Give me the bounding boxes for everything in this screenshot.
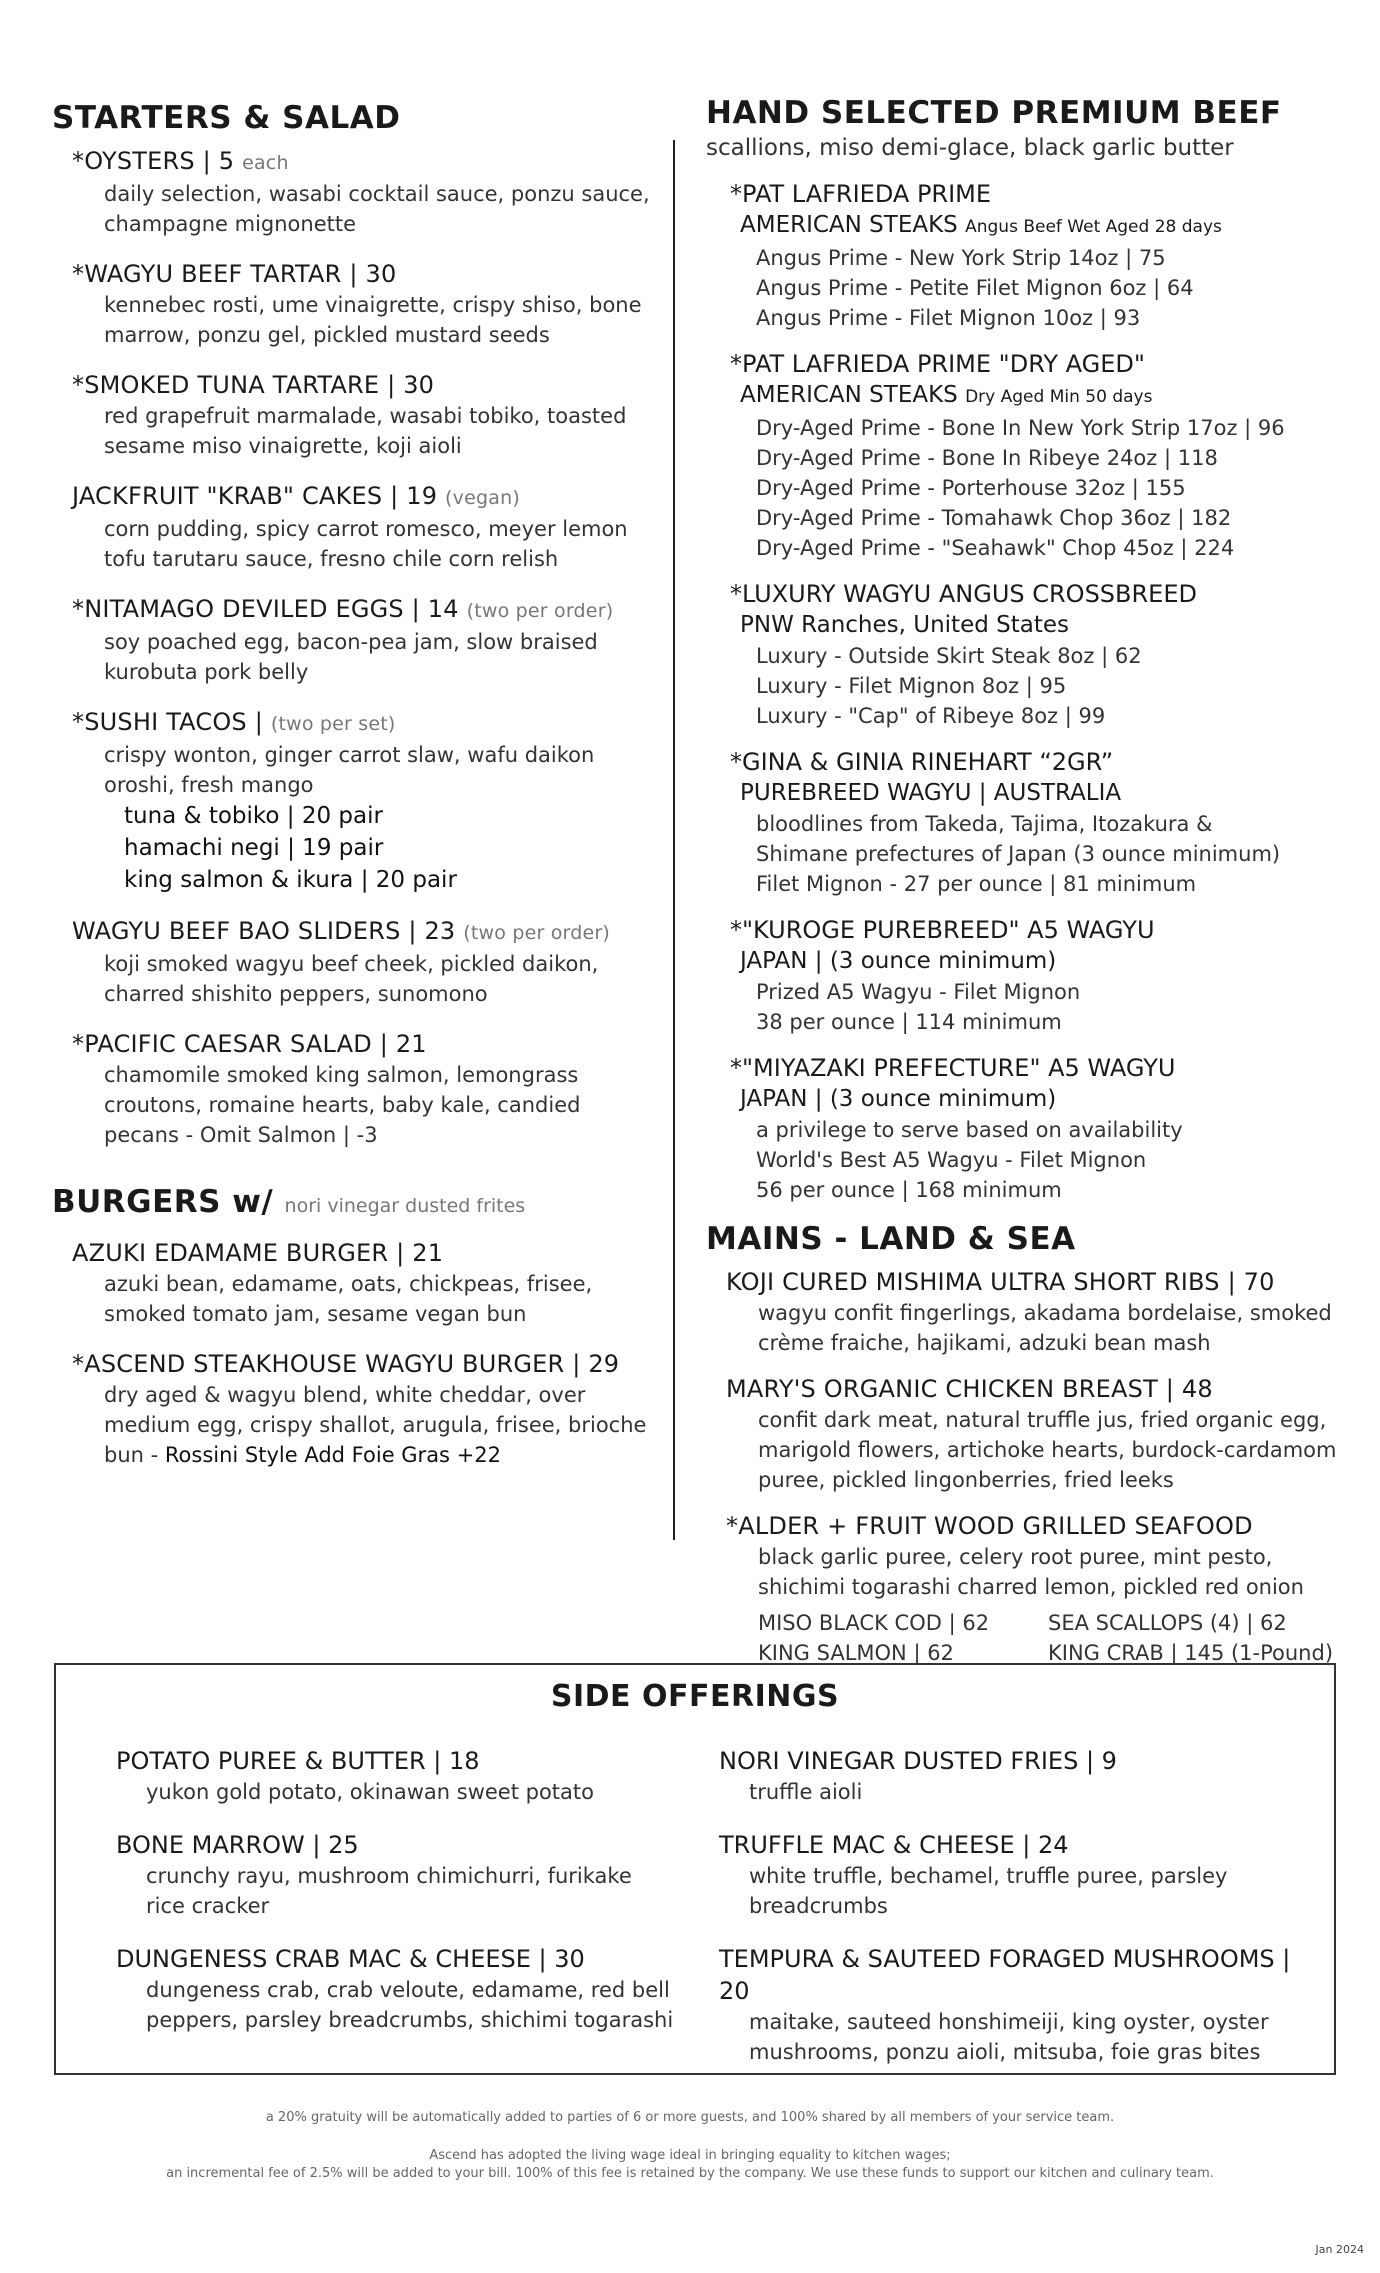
- item-name: *SUSHI TACOS |: [72, 708, 263, 736]
- item-name: *SMOKED TUNA TARTARE | 30: [72, 371, 435, 399]
- seafood-item: KING CRAB | 145 (1-Pound): [1048, 1641, 1334, 1665]
- item-description: wagyu confit fingerlings, akadama bordelaise, smoked crème fraiche, hajikami, adzuki bean mash: [758, 1301, 1332, 1355]
- beef-subtitle: scallions, miso demi-glace, black garlic butter: [706, 135, 1234, 161]
- beef-group-note: Dry Aged Min 50 days: [965, 387, 1153, 407]
- beef-cut: Prized A5 Wagyu - Filet Mignon: [756, 980, 1081, 1004]
- menu-item: [72, 259, 652, 350]
- side-name: TRUFFLE MAC & CHEESE | 24: [719, 1831, 1069, 1859]
- item-title: [72, 146, 652, 179]
- starters-title: STARTERS & SALAD: [52, 100, 401, 136]
- beef-group-subtitle-text: AMERICAN STEAKS: [740, 382, 958, 408]
- menu-item: [72, 1238, 652, 1329]
- item-description: corn pudding, spicy carrot romesco, meyer lemon tofu tarutaru sauce, fresno chile corn relish: [104, 517, 628, 571]
- side-description: maitake, sauteed honshimeiji, king oyster, oyster mushrooms, ponzu aioli, mitsuba, foie gras bites: [749, 2010, 1269, 2064]
- side-name: BONE MARROW | 25: [116, 1831, 359, 1859]
- menu-item: [726, 1267, 1366, 1358]
- beef-group-note: Angus Beef Wet Aged 28 days: [965, 217, 1222, 237]
- taco-option: hamachi negi | 19 pair: [124, 835, 384, 861]
- menu-item: [72, 1349, 652, 1470]
- beef-cut: Dry-Aged Prime - Tomahawk Chop 36oz | 182: [756, 506, 1232, 530]
- item-note: (vegan): [445, 487, 520, 509]
- beef-group-title: *GINA & GINIA RINEHART “2GR”: [730, 748, 1114, 776]
- item-title: [72, 594, 652, 627]
- side-description: white truffle, bechamel, truffle puree, parsley breadcrumbs: [749, 1864, 1228, 1918]
- item-title: [72, 370, 652, 401]
- item-addon: Rossini Style Add Foie Gras +22: [164, 1443, 501, 1467]
- beef-group-subtitle: [740, 1084, 1366, 1115]
- item-description: daily selection, wasabi cocktail sauce, ponzu sauce, champagne mignonette: [104, 182, 650, 236]
- column-divider: [673, 140, 675, 1540]
- item-description: soy poached egg, bacon-pea jam, slow braised kurobuta pork belly: [104, 630, 598, 684]
- beef-group-subtitle-text: JAPAN | (3 ounce minimum): [740, 1086, 1057, 1112]
- side-name: NORI VINEGAR DUSTED FRIES | 9: [719, 1747, 1117, 1775]
- beef-list: [706, 179, 1366, 1205]
- item-description-text: dry aged & wagyu blend, white cheddar, over medium egg, crispy shallot, arugula, frisee, brioche bun -: [104, 1383, 647, 1467]
- beef-cut: World's Best A5 Wagyu - Filet Mignon: [756, 1148, 1147, 1172]
- item-name: *OYSTERS | 5: [72, 147, 235, 175]
- menu-date: Jan 2024: [1315, 2243, 1364, 2256]
- item-note: (two per order): [463, 922, 610, 944]
- beef-group-subtitle-text: PUREBREED WAGYU | AUSTRALIA: [740, 780, 1122, 806]
- side-item: [719, 1943, 1309, 2067]
- beef-cut: Shimane prefectures of Japan (3 ounce minimum): [756, 842, 1281, 866]
- menu-item: [72, 594, 652, 687]
- side-item: [116, 1745, 676, 1807]
- beef-cut: Luxury - Filet Mignon 8oz | 95: [756, 674, 1067, 698]
- mains-list: [706, 1267, 1366, 1602]
- item-description: [104, 1380, 652, 1470]
- burgers-title: [52, 1184, 652, 1220]
- beef-cut: Luxury - Outside Skirt Steak 8oz | 62: [756, 644, 1142, 668]
- menu-item: [72, 916, 652, 1009]
- side-offerings-box: [54, 1663, 1336, 2075]
- beef-group-subtitle-text: PNW Ranches, United States: [740, 612, 1069, 638]
- item-description-text: azuki bean, edamame, oats, chickpeas, frisee, smoked tomato jam, sesame vegan bun: [104, 1272, 593, 1326]
- item-description: crispy wonton, ginger carrot slaw, wafu daikon oroshi, fresh mango: [104, 743, 595, 797]
- item-description: chamomile smoked king salmon, lemongrass croutons, romaine hearts, baby kale, candied pecans - Omit Salmon | -3: [104, 1063, 581, 1147]
- item-name: *ASCEND STEAKHOUSE WAGYU BURGER | 29: [72, 1350, 620, 1378]
- item-title: [72, 1029, 652, 1060]
- beef-group-title: *"MIYAZAKI PREFECTURE" A5 WAGYU: [730, 1054, 1176, 1082]
- menu-item: [72, 370, 652, 461]
- beef-cut: 38 per ounce | 114 minimum: [756, 1010, 1062, 1034]
- item-name: JACKFRUIT "KRAB" CAKES | 19: [72, 482, 438, 510]
- right-column: [706, 95, 1366, 1668]
- side-item: [719, 1829, 1309, 1921]
- menu-item: [72, 146, 652, 239]
- item-name: KOJI CURED MISHIMA ULTRA SHORT RIBS | 70: [726, 1268, 1275, 1296]
- menu-item: [726, 1511, 1366, 1602]
- beef-cut: 56 per ounce | 168 minimum: [756, 1178, 1062, 1202]
- beef-cut: Angus Prime - New York Strip 14oz | 75: [756, 246, 1166, 270]
- side-item: [116, 1943, 676, 2035]
- item-note: (two per order): [466, 600, 614, 622]
- beef-group-subtitle: [740, 610, 1366, 641]
- menu-item: [72, 481, 652, 574]
- item-description: confit dark meat, natural truffle jus, fried organic egg, marigold flowers, artichoke hearts, burdock-cardamom puree, pickled lingonberries, fried leeks: [758, 1408, 1337, 1492]
- beef-cut: Dry-Aged Prime - Porterhouse 32oz | 155: [756, 476, 1186, 500]
- seafood-item: SEA SCALLOPS (4) | 62: [1048, 1611, 1287, 1635]
- beef-group-subtitle: [740, 210, 1366, 243]
- wage-note-line1: Ascend has adopted the living wage ideal in bringing equality to kitchen wages;: [429, 2148, 951, 2163]
- item-note: each: [242, 152, 289, 174]
- beef-group-subtitle: [740, 946, 1366, 977]
- beef-group-title: *PAT LAFRIEDA PRIME: [730, 180, 992, 208]
- beef-group: [730, 179, 1366, 333]
- taco-option: king salmon & ikura | 20 pair: [124, 867, 457, 893]
- menu-item: [72, 1029, 652, 1150]
- beef-cut: Angus Prime - Filet Mignon 10oz | 93: [756, 306, 1141, 330]
- side-description: crunchy rayu, mushroom chimichurri, furikake rice cracker: [146, 1864, 632, 1918]
- menu-item: [726, 1374, 1366, 1495]
- starters-list: [52, 146, 652, 1150]
- beef-group-subtitle-text: AMERICAN STEAKS: [740, 212, 958, 238]
- item-name: MARY'S ORGANIC CHICKEN BREAST | 48: [726, 1375, 1213, 1403]
- beef-group: [730, 915, 1366, 1037]
- side-item: [719, 1745, 1309, 1807]
- item-note: (two per set): [270, 713, 396, 735]
- sides-left-column: [116, 1745, 676, 2057]
- beef-cut: bloodlines from Takeda, Tajima, Itozakura &: [756, 812, 1213, 836]
- item-name: WAGYU BEEF BAO SLIDERS | 23: [72, 917, 456, 945]
- beef-group-subtitle-text: JAPAN | (3 ounce minimum): [740, 948, 1057, 974]
- item-name: AZUKI EDAMAME BURGER | 21: [72, 1239, 444, 1267]
- menu-item: [72, 707, 652, 896]
- beef-cut: Filet Mignon - 27 per ounce | 81 minimum: [756, 872, 1197, 896]
- beef-cut: Dry-Aged Prime - Bone In Ribeye 24oz | 118: [756, 446, 1218, 470]
- item-name: *ALDER + FRUIT WOOD GRILLED SEAFOOD: [726, 1512, 1253, 1540]
- item-name: *NITAMAGO DEVILED EGGS | 14: [72, 595, 459, 623]
- beef-cut: Luxury - "Cap" of Ribeye 8oz | 99: [756, 704, 1106, 728]
- gratuity-note: a 20% gratuity will be automatically added to parties of 6 or more guests, and 100% shared by all members of your service team.: [265, 2110, 1115, 2125]
- seafood-item: MISO BLACK COD | 62: [758, 1611, 990, 1635]
- side-description: truffle aioli: [749, 1780, 863, 1804]
- side-name: DUNGENESS CRAB MAC & CHEESE | 30: [116, 1945, 585, 1973]
- beef-cut: Angus Prime - Petite Filet Mignon 6oz | 64: [756, 276, 1194, 300]
- wage-note-line2: an incremental fee of 2.5% will be added to your bill. 100% of this fee is retained by the company. We use these funds to support our kitchen and culinary team.: [166, 2166, 1214, 2181]
- beef-group-title: *LUXURY WAGYU ANGUS CROSSBREED: [730, 580, 1197, 608]
- beef-group-subtitle: [740, 778, 1366, 809]
- beef-cut: a privilege to serve based on availability: [756, 1118, 1183, 1142]
- item-title: [72, 707, 652, 740]
- side-item: [116, 1829, 676, 1921]
- burgers-list: [52, 1238, 652, 1470]
- item-title: [72, 259, 652, 290]
- left-column: [52, 100, 652, 1490]
- burgers-subtitle: nori vinegar dusted frites: [284, 1195, 526, 1217]
- item-description: [104, 1269, 652, 1329]
- side-name: TEMPURA & SAUTEED FORAGED MUSHROOMS | 20: [719, 1945, 1291, 2005]
- beef-group: [730, 747, 1366, 899]
- beef-group: [730, 579, 1366, 731]
- side-description: yukon gold potato, okinawan sweet potato: [146, 1780, 594, 1804]
- item-description: red grapefruit marmalade, wasabi tobiko, toasted sesame miso vinaigrette, koji aioli: [104, 404, 627, 458]
- mains-title: MAINS - LAND & SEA: [706, 1221, 1076, 1257]
- beef-group: [730, 349, 1366, 563]
- sides-right-column: [719, 1745, 1309, 2089]
- beef-cut: Dry-Aged Prime - "Seahawk" Chop 45oz | 224: [756, 536, 1235, 560]
- item-name: *WAGYU BEEF TARTAR | 30: [72, 260, 397, 288]
- beef-group-title: *"KUROGE PUREBREED" A5 WAGYU: [730, 916, 1155, 944]
- sides-title: SIDE OFFERINGS: [550, 1679, 840, 1714]
- item-description: black garlic puree, celery root puree, mint pesto, shichimi togarashi charred lemon, pickled red onion: [758, 1545, 1304, 1599]
- item-description: koji smoked wagyu beef cheek, pickled daikon, charred shishito peppers, sunomono: [104, 952, 599, 1006]
- burgers-title-text: BURGERS w/: [52, 1184, 274, 1220]
- item-description: kennebec rosti, ume vinaigrette, crispy shiso, bone marrow, ponzu gel, pickled mustard seeds: [104, 293, 642, 347]
- seafood-grid: [758, 1608, 1366, 1668]
- side-name: POTATO PUREE & BUTTER | 18: [116, 1747, 480, 1775]
- item-title: [72, 481, 652, 514]
- side-description: dungeness crab, crab veloute, edamame, red bell peppers, parsley breadcrumbs, shichimi togarashi: [146, 1978, 674, 2032]
- beef-group: [730, 1053, 1366, 1205]
- taco-option: tuna & tobiko | 20 pair: [124, 803, 383, 829]
- item-title: [72, 916, 652, 949]
- seafood-item: KING SALMON | 62: [758, 1641, 954, 1665]
- beef-title: HAND SELECTED PREMIUM BEEF: [706, 95, 1282, 131]
- item-name: *PACIFIC CAESAR SALAD | 21: [72, 1030, 427, 1058]
- beef-group-subtitle: [740, 380, 1366, 413]
- beef-cut: Dry-Aged Prime - Bone In New York Strip 17oz | 96: [756, 416, 1285, 440]
- beef-group-title: *PAT LAFRIEDA PRIME "DRY AGED": [730, 350, 1145, 378]
